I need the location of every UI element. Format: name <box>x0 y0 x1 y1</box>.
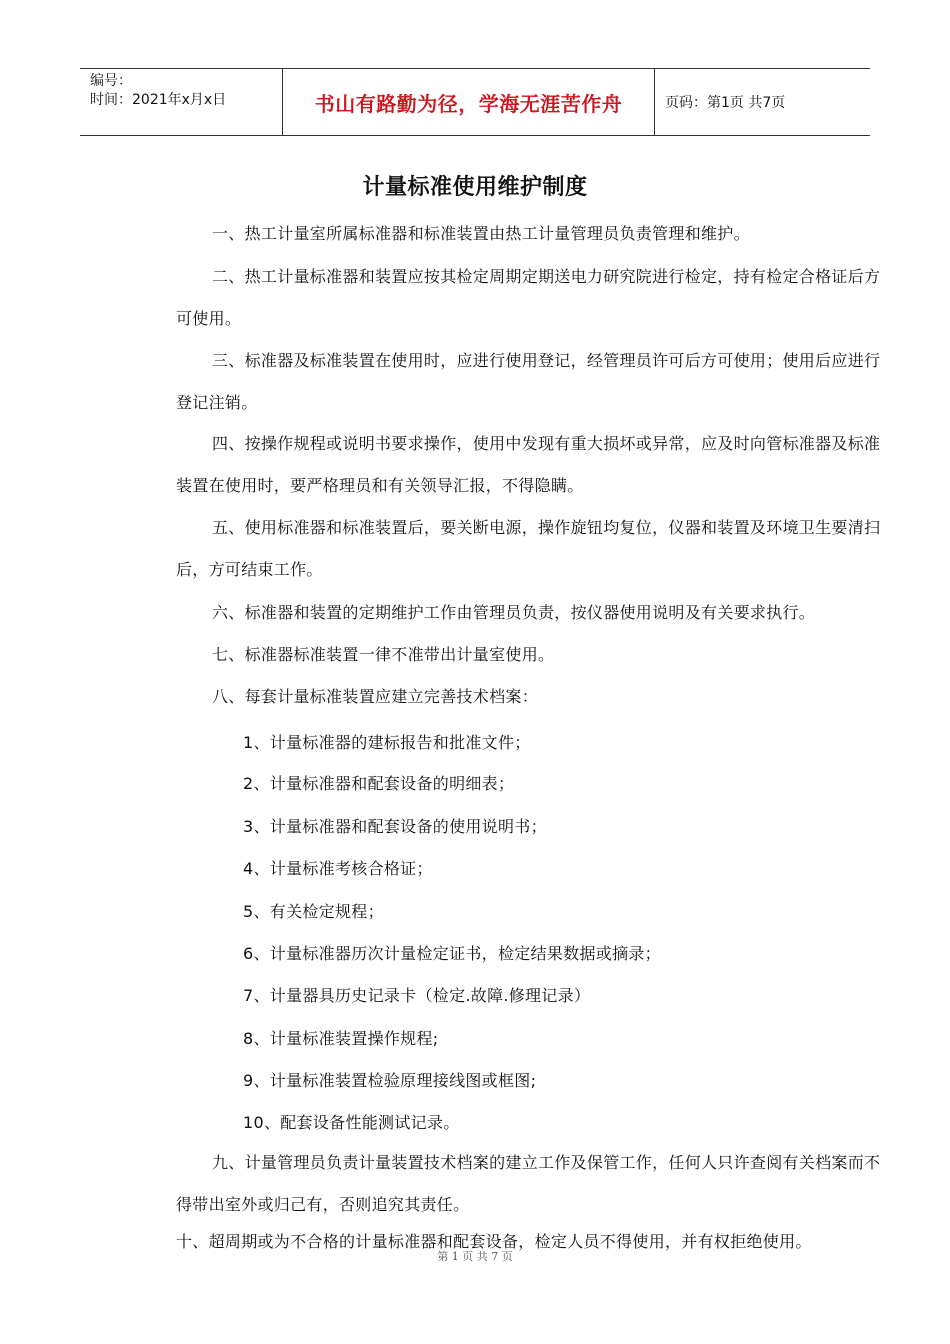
clause-7: 七、标准器标准装置一律不准带出计量室使用。 <box>212 645 555 664</box>
archive-item: 3、计量标准器和配套设备的使用说明书； <box>243 817 547 836</box>
header-meta <box>80 69 283 135</box>
header-table <box>80 68 870 136</box>
archive-item: 1、计量标准器的建标报告和批准文件； <box>243 733 531 752</box>
date-label: 时间：2021年x月x日 <box>90 92 227 108</box>
clause-2: 二、热工计量标准器和装置应按其检定周期定期送电力研究院进行检定，持有检定合格证后方可使用。 <box>176 267 881 328</box>
document-title: 计量标准使用维护制度 <box>362 175 588 200</box>
archive-item: 10、配套设备性能测试记录。 <box>243 1113 460 1132</box>
archive-item: 4、计量标准考核合格证； <box>243 859 433 878</box>
header-motto: 书山有路勤为径，学海无涯苦作舟 <box>283 69 655 135</box>
archive-item: 9、计量标准装置检验原理接线图或框图; <box>243 1071 537 1090</box>
clause-5: 五、使用标准器和标准装置后，要关断电源，操作旋钮均复位，仪器和装置及环境卫生要清扫后，方可结束工作。 <box>176 518 881 579</box>
clause-1: 一、热工计量室所属标准器和标准装置由热工计量管理员负责管理和维护。 <box>212 224 750 243</box>
archive-item: 5、有关检定规程； <box>243 902 384 921</box>
page-footer: 第 1 页 共 7 页 <box>437 1250 513 1263</box>
clause-4: 四、按操作规程或说明书要求操作，使用中发现有重大损坏或异常，应及时向管标准器及标准装置在使用时，要严格理员和有关领导汇报，不得隐瞒。 <box>176 434 881 495</box>
header-page-info: 页码：第1页 共7页 <box>665 95 786 111</box>
clause-9: 九、计量管理员负责计量装置技术档案的建立工作及保管工作，任何人只许查阅有关档案而不得带出室外或归己有，否则追究其责任。 <box>176 1153 881 1214</box>
clause-6: 六、标准器和装置的定期维护工作由管理员负责，按仪器使用说明及有关要求执行。 <box>212 603 816 622</box>
archive-item: 2、计量标准器和配套设备的明细表； <box>243 774 515 793</box>
clause-8: 八、每套计量标准装置应建立完善技术档案： <box>212 687 539 706</box>
clause-10: 十、超周期或为不合格的计量标准器和配套设备，检定人员不得使用，并有权拒绝使用。 <box>176 1232 812 1251</box>
clause-3: 三、标准器及标准装置在使用时，应进行使用登记，经管理员许可后方可使用；使用后应进行登记注销。 <box>176 351 881 412</box>
number-label: 编号： <box>90 73 132 89</box>
archive-item: 8、计量标准装置操作规程; <box>243 1029 439 1048</box>
archive-item: 7、计量器具历史记录卡（检定.故障.修理记录） <box>243 986 591 1005</box>
archive-item: 6、计量标准器历次计量检定证书，检定结果数据或摘录； <box>243 944 661 963</box>
